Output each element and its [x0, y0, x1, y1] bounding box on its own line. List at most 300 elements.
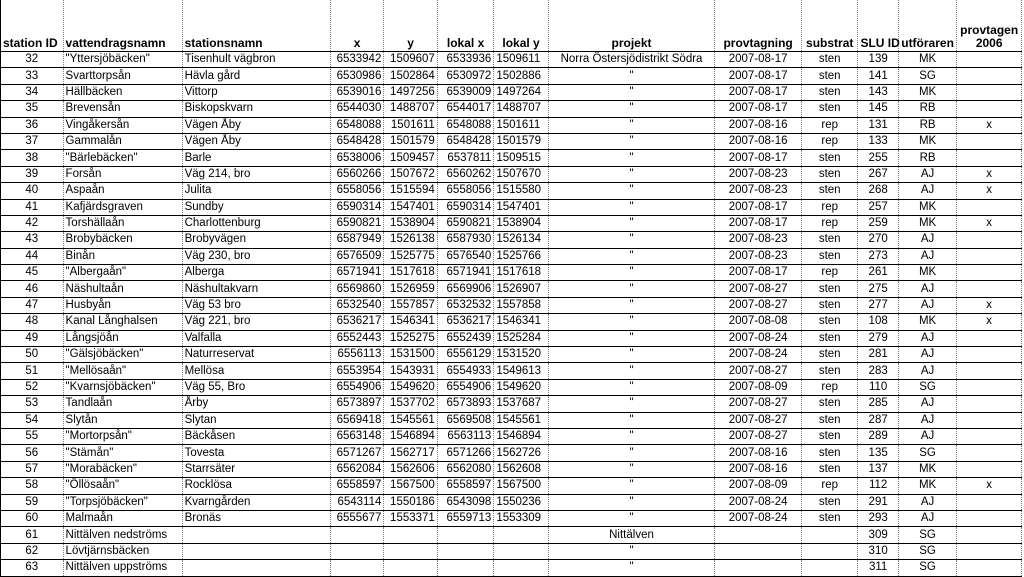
cell-provtagning: 2007-08-17	[715, 84, 802, 100]
cell-utforaren: AJ	[898, 297, 957, 313]
cell-vattendragsnamn: "Kvarnsjöbäcken"	[63, 379, 182, 395]
cell-lokal-y: 1562608	[494, 461, 548, 477]
cell-slu-id: 267	[858, 166, 898, 182]
cell-provtagen-2006	[957, 199, 1022, 215]
cell-y: 1562717	[384, 445, 437, 461]
cell-y: 1515594	[384, 183, 437, 199]
cell-lokal-x: 6590821	[437, 215, 493, 231]
cell-vattendragsnamn: "Mortorpsån"	[63, 428, 182, 444]
cell-slu-id: 268	[858, 183, 898, 199]
cell-station-id: 36	[1, 117, 64, 133]
cell-station-id: 35	[1, 101, 64, 117]
cell-stationsnamn: Bäckåsen	[182, 428, 330, 444]
cell-lokal-x: 6587930	[437, 232, 493, 248]
cell-y: 1562606	[384, 461, 437, 477]
cell-utforaren: MK	[898, 84, 957, 100]
cell-provtagning: 2007-08-27	[715, 297, 802, 313]
cell-station-id: 49	[1, 330, 64, 346]
cell-utforaren: MK	[898, 461, 957, 477]
cell-slu-id: 291	[858, 494, 898, 510]
cell-provtagen-2006	[957, 543, 1022, 559]
cell-lokal-y	[494, 527, 548, 543]
cell-vattendragsnamn: Kanal Långhalsen	[63, 314, 182, 330]
cell-substrat: rep	[801, 265, 857, 281]
cell-provtagning: 2007-08-27	[715, 281, 802, 297]
cell-utforaren: AJ	[898, 166, 957, 182]
cell-utforaren: AJ	[898, 232, 957, 248]
cell-x: 6548428	[330, 133, 383, 149]
cell-y: 1553371	[384, 510, 437, 526]
cell-vattendragsnamn: Binån	[63, 248, 182, 264]
cell-utforaren: AJ	[898, 330, 957, 346]
cell-stationsnamn: Valfalla	[182, 330, 330, 346]
cell-vattendragsnamn: Husbyån	[63, 297, 182, 313]
table-row	[1, 527, 1022, 543]
cell-slu-id: 257	[858, 199, 898, 215]
cell-lokal-y: 1502886	[494, 68, 548, 84]
cell-projekt: "	[548, 396, 714, 412]
col-header-station-id: station ID	[1, 0, 64, 52]
cell-stationsnamn: Tovesta	[182, 445, 330, 461]
cell-y	[384, 543, 437, 559]
cell-vattendragsnamn: "Torpsjöbäcken"	[63, 494, 182, 510]
cell-provtagning: 2007-08-23	[715, 248, 802, 264]
cell-station-id: 47	[1, 297, 64, 313]
cell-slu-id: 110	[858, 379, 898, 395]
cell-substrat: sten	[801, 281, 857, 297]
cell-provtagen-2006	[957, 445, 1022, 461]
cell-projekt: "	[548, 297, 714, 313]
cell-y: 1509457	[384, 150, 437, 166]
cell-y: 1507672	[384, 166, 437, 182]
cell-stationsnamn: Näshultakvarn	[182, 281, 330, 297]
cell-lokal-y: 1550236	[494, 494, 548, 510]
cell-x: 6544030	[330, 101, 383, 117]
cell-stationsnamn: Årby	[182, 396, 330, 412]
cell-x: 6536217	[330, 314, 383, 330]
cell-station-id: 39	[1, 166, 64, 182]
cell-substrat: sten	[801, 150, 857, 166]
cell-vattendragsnamn: Torshällaån	[63, 215, 182, 231]
cell-station-id: 48	[1, 314, 64, 330]
cell-vattendragsnamn: Aspaån	[63, 183, 182, 199]
table-row	[1, 330, 1022, 346]
cell-station-id: 52	[1, 379, 64, 395]
cell-substrat: sten	[801, 232, 857, 248]
cell-projekt: "	[548, 428, 714, 444]
cell-stationsnamn: Väg 214, bro	[182, 166, 330, 182]
cell-station-id: 34	[1, 84, 64, 100]
cell-projekt: Norra Östersjödistrikt Södra	[548, 52, 714, 68]
cell-lokal-x: 6532532	[437, 297, 493, 313]
cell-lokal-y	[494, 543, 548, 559]
cell-provtagen-2006	[957, 379, 1022, 395]
cell-station-id: 56	[1, 445, 64, 461]
cell-provtagen-2006	[957, 461, 1022, 477]
cell-stationsnamn: Julita	[182, 183, 330, 199]
table-row	[1, 510, 1022, 526]
cell-substrat: rep	[801, 117, 857, 133]
cell-vattendragsnamn: "Bärlebäcken"	[63, 150, 182, 166]
cell-projekt: "	[548, 248, 714, 264]
cell-provtagen-2006	[957, 248, 1022, 264]
cell-stationsnamn: Rocklösa	[182, 478, 330, 494]
cell-provtagen-2006: x	[957, 117, 1022, 133]
cell-provtagning	[715, 543, 802, 559]
cell-projekt: "	[548, 265, 714, 281]
cell-stationsnamn: Hävla gård	[182, 68, 330, 84]
table-row	[1, 101, 1022, 117]
table-body	[1, 52, 1022, 577]
cell-provtagen-2006	[957, 101, 1022, 117]
cell-lokal-y: 1525284	[494, 330, 548, 346]
cell-station-id: 42	[1, 215, 64, 231]
cell-projekt: "	[548, 117, 714, 133]
cell-substrat: rep	[801, 478, 857, 494]
cell-provtagen-2006	[957, 510, 1022, 526]
cell-station-id: 33	[1, 68, 64, 84]
cell-provtagning: 2007-08-17	[715, 68, 802, 84]
cell-projekt: "	[548, 461, 714, 477]
cell-utforaren: RB	[898, 101, 957, 117]
cell-y	[384, 527, 437, 543]
cell-provtagning: 2007-08-09	[715, 379, 802, 395]
cell-provtagning: 2007-08-24	[715, 510, 802, 526]
cell-utforaren: RB	[898, 150, 957, 166]
col-header-provtagning: provtagning	[715, 0, 802, 52]
table-row	[1, 428, 1022, 444]
cell-stationsnamn: Sundby	[182, 199, 330, 215]
cell-lokal-x: 6536217	[437, 314, 493, 330]
table-row	[1, 199, 1022, 215]
col-header-y: y	[384, 0, 437, 52]
cell-lokal-x: 6571266	[437, 445, 493, 461]
cell-provtagning: 2007-08-17	[715, 150, 802, 166]
cell-projekt: "	[548, 478, 714, 494]
cell-lokal-x: 6539009	[437, 84, 493, 100]
cell-station-id: 63	[1, 560, 64, 576]
cell-utforaren: AJ	[898, 248, 957, 264]
cell-projekt: "	[548, 183, 714, 199]
cell-projekt: "	[548, 363, 714, 379]
cell-stationsnamn	[182, 527, 330, 543]
cell-x: 6556113	[330, 347, 383, 363]
cell-y: 1545561	[384, 412, 437, 428]
cell-vattendragsnamn: Svarttorpsån	[63, 68, 182, 84]
cell-vattendragsnamn: Hällbäcken	[63, 84, 182, 100]
table-row	[1, 232, 1022, 248]
cell-utforaren: SG	[898, 527, 957, 543]
cell-stationsnamn: Väg 55, Bro	[182, 379, 330, 395]
cell-station-id: 37	[1, 133, 64, 149]
cell-provtagning: 2007-08-17	[715, 199, 802, 215]
cell-lokal-x: 6543098	[437, 494, 493, 510]
cell-slu-id: 309	[858, 527, 898, 543]
cell-substrat: sten	[801, 396, 857, 412]
cell-slu-id: 143	[858, 84, 898, 100]
cell-projekt: "	[548, 412, 714, 428]
cell-vattendragsnamn: Slytån	[63, 412, 182, 428]
cell-provtagning: 2007-08-16	[715, 117, 802, 133]
cell-x: 6573897	[330, 396, 383, 412]
cell-slu-id: 141	[858, 68, 898, 84]
table-row	[1, 265, 1022, 281]
cell-stationsnamn	[182, 543, 330, 559]
cell-station-id: 59	[1, 494, 64, 510]
cell-substrat: sten	[801, 84, 857, 100]
cell-substrat: rep	[801, 379, 857, 395]
table-row	[1, 215, 1022, 231]
cell-projekt: "	[548, 543, 714, 559]
cell-substrat: sten	[801, 494, 857, 510]
cell-provtagning: 2007-08-16	[715, 133, 802, 149]
cell-lokal-x: 6576540	[437, 248, 493, 264]
cell-utforaren: MK	[898, 478, 957, 494]
cell-slu-id: 261	[858, 265, 898, 281]
cell-lokal-y: 1553309	[494, 510, 548, 526]
cell-provtagning: 2007-08-23	[715, 232, 802, 248]
col-header-provtagen-2006	[957, 0, 1022, 52]
cell-provtagning: 2007-08-17	[715, 215, 802, 231]
cell-y: 1538904	[384, 215, 437, 231]
cell-vattendragsnamn: Gammalån	[63, 133, 182, 149]
cell-utforaren: MK	[898, 215, 957, 231]
cell-x: 6558597	[330, 478, 383, 494]
cell-provtagen-2006	[957, 428, 1022, 444]
cell-substrat: rep	[801, 133, 857, 149]
cell-substrat: sten	[801, 68, 857, 84]
cell-lokal-x: 6569906	[437, 281, 493, 297]
cell-lokal-x: 6560262	[437, 166, 493, 182]
cell-projekt: "	[548, 232, 714, 248]
cell-y: 1526959	[384, 281, 437, 297]
cell-substrat: rep	[801, 215, 857, 231]
cell-projekt: "	[548, 445, 714, 461]
cell-utforaren: SG	[898, 445, 957, 461]
cell-vattendragsnamn: Malmaån	[63, 510, 182, 526]
cell-station-id: 45	[1, 265, 64, 281]
cell-provtagning: 2007-08-17	[715, 265, 802, 281]
cell-lokal-x: 6552439	[437, 330, 493, 346]
cell-x: 6533942	[330, 52, 383, 68]
col-header-lokal-y: lokal y	[494, 0, 548, 52]
cell-x: 6543114	[330, 494, 383, 510]
cell-x: 6563148	[330, 428, 383, 444]
cell-provtagning: 2007-08-24	[715, 494, 802, 510]
cell-lokal-y: 1526134	[494, 232, 548, 248]
cell-projekt: "	[548, 330, 714, 346]
cell-station-id: 62	[1, 543, 64, 559]
cell-x: 6552443	[330, 330, 383, 346]
cell-slu-id: 112	[858, 478, 898, 494]
cell-x: 6532540	[330, 297, 383, 313]
table-row	[1, 248, 1022, 264]
cell-y: 1497256	[384, 84, 437, 100]
cell-projekt: "	[548, 510, 714, 526]
cell-projekt: "	[548, 215, 714, 231]
cell-slu-id: 139	[858, 52, 898, 68]
cell-lokal-y: 1507670	[494, 166, 548, 182]
table-row	[1, 379, 1022, 395]
cell-projekt: "	[548, 379, 714, 395]
cell-provtagen-2006	[957, 150, 1022, 166]
cell-utforaren: MK	[898, 265, 957, 281]
cell-provtagen-2006: x	[957, 166, 1022, 182]
cell-provtagning: 2007-08-23	[715, 166, 802, 182]
cell-lokal-y: 1546341	[494, 314, 548, 330]
cell-station-id: 53	[1, 396, 64, 412]
cell-station-id: 43	[1, 232, 64, 248]
cell-y: 1531500	[384, 347, 437, 363]
cell-provtagning	[715, 527, 802, 543]
cell-slu-id: 145	[858, 101, 898, 117]
cell-lokal-x: 6571941	[437, 265, 493, 281]
cell-x: 6569860	[330, 281, 383, 297]
cell-substrat: sten	[801, 347, 857, 363]
cell-utforaren: AJ	[898, 363, 957, 379]
cell-utforaren: AJ	[898, 412, 957, 428]
cell-substrat: sten	[801, 183, 857, 199]
table-row	[1, 347, 1022, 363]
cell-y: 1517618	[384, 265, 437, 281]
cell-vattendragsnamn: Nittälven uppströms	[63, 560, 182, 576]
cell-lokal-x: 6558597	[437, 478, 493, 494]
cell-x: 6569418	[330, 412, 383, 428]
cell-station-id: 58	[1, 478, 64, 494]
col-header-substrat: substrat	[801, 0, 857, 52]
cell-lokal-x: 6554906	[437, 379, 493, 395]
cell-vattendragsnamn: Kafjärdsgraven	[63, 199, 182, 215]
cell-station-id: 41	[1, 199, 64, 215]
cell-utforaren: AJ	[898, 347, 957, 363]
cell-lokal-y: 1526907	[494, 281, 548, 297]
cell-lokal-y: 1497264	[494, 84, 548, 100]
cell-lokal-x: 6533936	[437, 52, 493, 68]
cell-slu-id: 310	[858, 543, 898, 559]
cell-slu-id: 273	[858, 248, 898, 264]
cell-substrat	[801, 543, 857, 559]
cell-vattendragsnamn: "Gälsjöbäcken"	[63, 347, 182, 363]
cell-lokal-x: 6590314	[437, 199, 493, 215]
cell-substrat: sten	[801, 412, 857, 428]
table-row	[1, 84, 1022, 100]
col-header-slu-id: SLU ID	[858, 0, 898, 52]
cell-substrat: sten	[801, 314, 857, 330]
cell-y: 1509607	[384, 52, 437, 68]
cell-lokal-y: 1488707	[494, 101, 548, 117]
cell-x	[330, 543, 383, 559]
cell-utforaren: AJ	[898, 510, 957, 526]
table-row	[1, 68, 1022, 84]
cell-vattendragsnamn: Nittälven nedströms	[63, 527, 182, 543]
cell-slu-id: 137	[858, 461, 898, 477]
table-row	[1, 396, 1022, 412]
cell-provtagning: 2007-08-23	[715, 183, 802, 199]
cell-slu-id: 287	[858, 412, 898, 428]
cell-slu-id: 311	[858, 560, 898, 576]
cell-station-id: 32	[1, 52, 64, 68]
cell-lokal-y: 1501579	[494, 133, 548, 149]
cell-projekt: "	[548, 133, 714, 149]
cell-lokal-x: 6562080	[437, 461, 493, 477]
cell-x: 6530986	[330, 68, 383, 84]
table-row	[1, 543, 1022, 559]
cell-slu-id: 255	[858, 150, 898, 166]
cell-utforaren: AJ	[898, 281, 957, 297]
cell-substrat: sten	[801, 330, 857, 346]
cell-slu-id: 131	[858, 117, 898, 133]
cell-lokal-y: 1567500	[494, 478, 548, 494]
table-row	[1, 478, 1022, 494]
cell-projekt: Nittälven	[548, 527, 714, 543]
cell-provtagen-2006	[957, 265, 1022, 281]
cell-projekt: "	[548, 347, 714, 363]
cell-y: 1537702	[384, 396, 437, 412]
cell-provtagen-2006	[957, 347, 1022, 363]
cell-slu-id: 270	[858, 232, 898, 248]
cell-stationsnamn: Mellösa	[182, 363, 330, 379]
cell-slu-id: 259	[858, 215, 898, 231]
cell-lokal-y: 1509515	[494, 150, 548, 166]
cell-substrat: sten	[801, 461, 857, 477]
cell-provtagning: 2007-08-27	[715, 363, 802, 379]
cell-stationsnamn: Starrsäter	[182, 461, 330, 477]
cell-vattendragsnamn: "Öllösaån"	[63, 478, 182, 494]
cell-provtagning: 2007-08-16	[715, 445, 802, 461]
cell-stationsnamn: Charlottenburg	[182, 215, 330, 231]
cell-slu-id: 133	[858, 133, 898, 149]
cell-lokal-y: 1538904	[494, 215, 548, 231]
cell-lokal-x: 6569508	[437, 412, 493, 428]
cell-x: 6562084	[330, 461, 383, 477]
cell-vattendragsnamn: "Morabäcken"	[63, 461, 182, 477]
cell-lokal-x: 6558056	[437, 183, 493, 199]
table-row	[1, 363, 1022, 379]
cell-x: 6571941	[330, 265, 383, 281]
cell-slu-id: 285	[858, 396, 898, 412]
cell-stationsnamn: Brobyvägen	[182, 232, 330, 248]
col-header-utforaren: utföraren	[898, 0, 957, 52]
cell-vattendragsnamn: "Yttersjöbäcken"	[63, 52, 182, 68]
cell-provtagen-2006	[957, 412, 1022, 428]
cell-x: 6571267	[330, 445, 383, 461]
cell-stationsnamn: Vägen Åby	[182, 133, 330, 149]
cell-provtagning: 2007-08-27	[715, 428, 802, 444]
table-row	[1, 494, 1022, 510]
cell-provtagning: 2007-08-17	[715, 101, 802, 117]
cell-provtagen-2006	[957, 281, 1022, 297]
cell-provtagen-2006	[957, 363, 1022, 379]
cell-y: 1557857	[384, 297, 437, 313]
cell-lokal-y: 1537687	[494, 396, 548, 412]
cell-y: 1488707	[384, 101, 437, 117]
cell-x: 6553954	[330, 363, 383, 379]
cell-station-id: 61	[1, 527, 64, 543]
cell-provtagen-2006: x	[957, 215, 1022, 231]
cell-lokal-y: 1549620	[494, 379, 548, 395]
cell-slu-id: 275	[858, 281, 898, 297]
cell-provtagen-2006	[957, 232, 1022, 248]
cell-vattendragsnamn: Forsån	[63, 166, 182, 182]
cell-provtagning: 2007-08-08	[715, 314, 802, 330]
cell-substrat: sten	[801, 101, 857, 117]
cell-y: 1547401	[384, 199, 437, 215]
cell-provtagning: 2007-08-27	[715, 396, 802, 412]
cell-slu-id: 283	[858, 363, 898, 379]
cell-provtagen-2006: x	[957, 478, 1022, 494]
cell-provtagen-2006: x	[957, 297, 1022, 313]
cell-lokal-y: 1517618	[494, 265, 548, 281]
